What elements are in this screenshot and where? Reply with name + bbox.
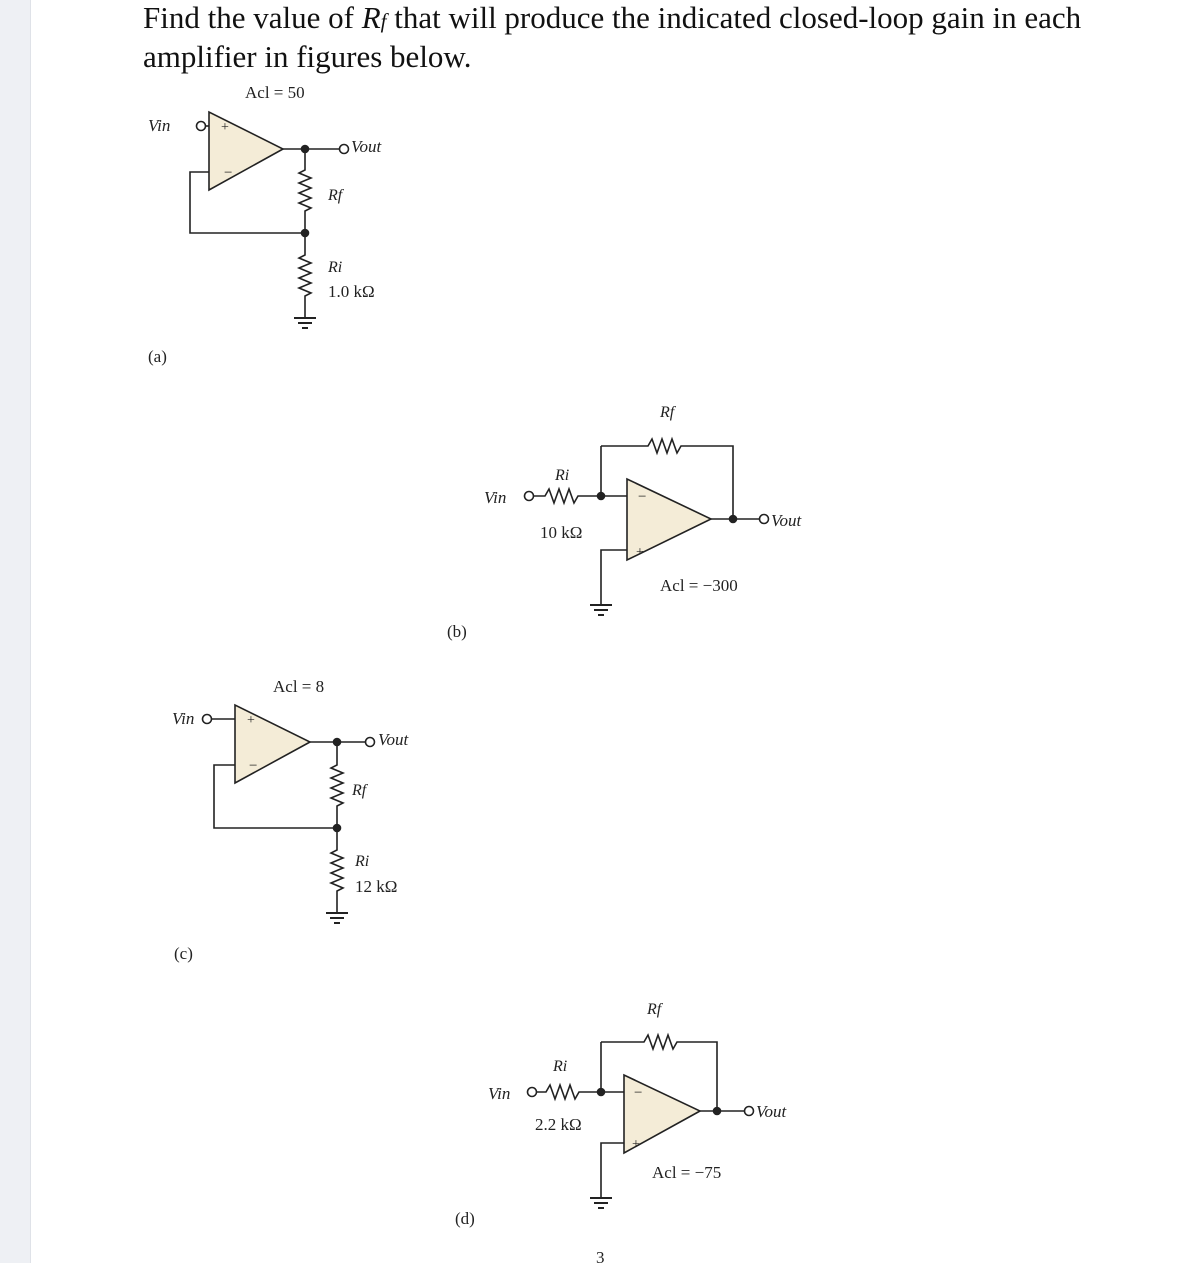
circuit-b-label: (b): [447, 622, 467, 641]
circuit-d-vin-label: Vin: [488, 1084, 511, 1103]
circuit-d-rf-label: Rf: [647, 1001, 662, 1018]
circuit-c-vin-label: Vin: [172, 709, 195, 728]
circuit-c-minus: −: [249, 758, 258, 774]
circuit-a-feedback-wire: [190, 172, 305, 233]
circuit-a-ri-resistor: [299, 233, 311, 318]
circuit-b-vout-label: Vout: [771, 511, 802, 530]
circuit-d-ri-value: 2.2 kΩ: [535, 1115, 582, 1134]
circuit-c-input-terminal: [203, 715, 212, 724]
circuit-c-rf-label: Rf: [352, 782, 367, 799]
circuit-d-plus: +: [632, 1137, 640, 1152]
circuit-c-vout-label: Vout: [378, 730, 409, 749]
circuit-d-ri-label: Ri: [553, 1058, 568, 1075]
circuit-b-ri-resistor: [533, 489, 627, 503]
circuit-b-output-node: [730, 516, 737, 523]
circuit-a-gain: Acl = 50: [245, 83, 305, 102]
circuit-d-vout-label: Vout: [756, 1102, 787, 1121]
circuit-a-ri-value: 1.0 kΩ: [328, 282, 375, 301]
circuit-b-output-terminal: [760, 515, 769, 524]
question-variable-subscript: f: [380, 9, 387, 33]
circuit-b-ri-label: Ri: [555, 467, 570, 484]
circuit-a-vin-label: Vin: [148, 116, 171, 135]
circuit-b-rf-label: Rf: [660, 404, 675, 421]
circuit-d-inverting-node: [598, 1089, 605, 1096]
circuit-a-ri-label: Ri: [328, 259, 343, 276]
circuit-b-vin-label: Vin: [484, 488, 507, 507]
circuit-c-label: (c): [174, 944, 193, 963]
circuit-c-ri-value: 12 kΩ: [355, 877, 398, 896]
circuit-b-input-terminal: [525, 492, 534, 501]
circuit-b-gain: Acl = −300: [660, 576, 738, 595]
circuit-c-plus: +: [247, 713, 255, 728]
circuit-b-minus: −: [638, 489, 647, 505]
circuit-a-label: (a): [148, 347, 167, 366]
circuit-d-input-terminal: [528, 1088, 537, 1097]
circuit-c-gain: Acl = 8: [273, 677, 325, 696]
circuit-c-rf-resistor: [331, 742, 343, 828]
circuit-b-inverting-node: [598, 493, 605, 500]
circuit-b-ri-value: 10 kΩ: [540, 523, 583, 542]
circuit-d-label: (d): [455, 1209, 475, 1228]
question-variable: R: [361, 0, 381, 35]
circuit-d-ri-resistor: [536, 1085, 624, 1099]
circuit-a-output-terminal: [340, 145, 349, 154]
circuit-a-rf-resistor: [299, 149, 311, 233]
circuit-d-minus: −: [634, 1085, 643, 1101]
circuit-b-plus: +: [636, 545, 644, 560]
circuit-a-vout-label: Vout: [351, 137, 382, 156]
circuit-d-output-terminal: [745, 1107, 754, 1116]
circuit-a-rf-label: Rf: [328, 187, 343, 204]
circuit-d-gain: Acl = −75: [652, 1163, 722, 1182]
circuit-b: [447, 404, 803, 641]
circuit-c-ri-resistor: [331, 828, 343, 913]
circuit-d: [455, 1001, 788, 1228]
question-line-1-end: that will produce the indicated closed-loop gain in each: [386, 0, 1082, 35]
circuit-c-output-terminal: [366, 738, 375, 747]
circuit-c: [172, 677, 410, 963]
circuit-a-minus: −: [224, 165, 233, 181]
circuit-d-output-node: [714, 1108, 721, 1115]
circuit-c-ri-label: Ri: [355, 853, 370, 870]
circuit-a-input-terminal: [197, 122, 206, 131]
question-line-2: amplifier in figures below.: [143, 39, 472, 74]
question-line-1-start: Find the value of: [143, 0, 362, 35]
circuit-a: [148, 83, 383, 366]
circuit-b-ground-wire: [601, 550, 627, 605]
circuit-a-plus: +: [221, 120, 229, 135]
page-number: 3: [596, 1248, 605, 1263]
circuit-d-ground-wire: [601, 1143, 624, 1198]
circuit-c-feedback-wire: [214, 765, 337, 828]
